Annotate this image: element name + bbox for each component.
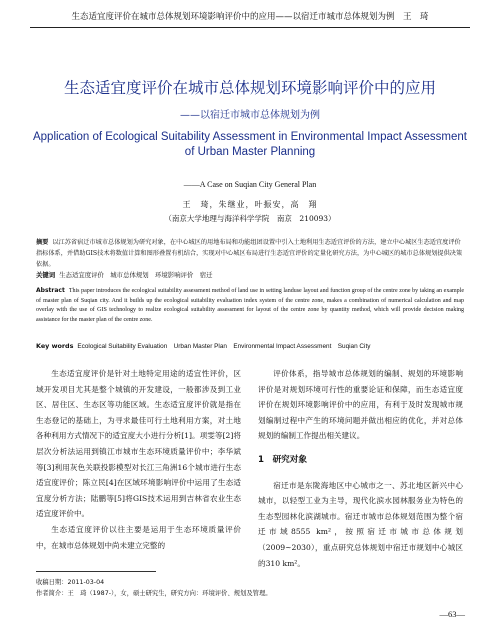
body-paragraph: 生态适宜度评价以往主要是运用于生态环境质量评价中，在城市总体规划中尚未建立完整的: [36, 524, 241, 550]
author-intro: 作者简介：王 琦（1987-），女，硕士研究生，研究方向：环境评价、规划及管理。: [36, 590, 272, 597]
abstract-chinese-text: 以江苏省宿迁市城市总体规划为研究对象，在中心城区的用地布局和功能组团设置中引入土地利用生态适宜评价的方法，建立中心城区生态适宜度评价指标体系，并借助GIS技术将数值计算和图形叠置有机结合，实现对中心城区布局进行生态适宜评价的定量化研究方法，为中心城区的城市总体规划提供决策依据。: [36, 239, 463, 268]
keywords-chinese-label: 关键词: [36, 271, 56, 279]
authors: 王 琦，朱继业，叶振安，高 翔: [182, 200, 318, 209]
abstract-english-label: Abstract: [36, 287, 65, 294]
page-number: —63—: [439, 609, 465, 619]
footnote: [36, 577, 466, 599]
footnote-divider: [36, 571, 156, 572]
subtitle-chinese: ——以宿迁市城市总体规划为例: [180, 110, 320, 121]
body-paragraph: 宿迁市是东陇海地区中心城市之一、苏北地区新兴中心城市，以轻型工业为主导，现代化滨水园林服务业为特色的生态型园林化滨湖城市。宿迁市城市总体规划范围为整个宿迁市域8555 km²，按照宿迁市城市总体规划（2009~2030），重点研究总体规划中宿迁市规划中心城区的310 km²。: [258, 480, 463, 568]
abstract-chinese: [36, 237, 464, 270]
keywords-english-label: Key words: [36, 342, 74, 350]
body-paragraph: 评价体系，指导城市总体规划的编制、规划的环境影响评价是对规划环境可行性的重要论证和保障，而生态适宜度评价在规划环境影响评价中的应用，有利于及时发现城市规划编制过程中产生的环境问题并做出相应的优化，并对总体规划的编制工作提出相关建议。: [258, 369, 463, 441]
body-left-column: [36, 366, 241, 553]
running-head: 生态适宜度评价在城市总体规划环境影响评价中的应用——以宿迁市城市总体规划为例 王 琦: [30, 6, 470, 28]
keywords-english: [36, 341, 464, 352]
affiliation: （南京大学地理与海洋科学学院 南京 210093）: [164, 214, 336, 223]
title-english: Application of Ecological Suitability Assessment in Environmental Impact Assessment of Urban Master Planning: [32, 131, 467, 158]
keywords-chinese: [36, 270, 464, 281]
body-paragraph: 生态适宜度评价是针对土地特定用途的适宜性评价，区域开发项目尤其是整个城镇的开发建设，一般都涉及到工业区、居住区、生态区等功能区域。生态适宜度评价就是指在生态登记的基础上，为寻求最佳可行土地利用方案，对土地各种利用方式情况下的适宜度大小进行分析[1]。项雯等[2]将层次分析法运用到镇江市城市生态环境质量评价中；李华斌等[3]利用灰色关联投影模型对长江三角洲16个城市进行生态适宜度评价；陈立民[4]在区域环境影响评价中运用了生态适宜度分析方法；陆鹏等[5]将GIS技术运用到吉林省农业生态适宜度评价中。: [36, 369, 241, 519]
abstract-chinese-label: 摘要: [36, 239, 49, 246]
received-date: 收稿日期：2011-03-04: [36, 579, 105, 586]
keywords-chinese-text: 生态适宜度评价 城市总体规划 环境影响评价 宿迁: [59, 271, 213, 279]
subtitle-english: ——A Case on Suqian City General Plan: [183, 180, 317, 189]
keywords-english-text: Ecological Suitability Evaluation Urban Master Plan Environmental Impact Assessment Suqian City: [77, 343, 371, 350]
title-chinese: 生态适宜度评价在城市总体规划环境影响评价中的应用: [63, 79, 436, 97]
abstract-english-text: This paper introduces the ecological suitability assessment method of land use in setting landuse layout and function group of the centre zone by taking an example of master plan of Suqian city. And it builds up the ecological suitability evaluation index system of the centre zone, makes a combination of numerical calculation and map overlay with the use of GIS technology to realize ecological suitability assessment for layout of the centre zone by quantity method, which will provide decision making assistance for the master plan of the centre zone.: [36, 288, 464, 323]
abstract-english: [36, 286, 464, 325]
section-heading: 1 研究对象: [258, 454, 307, 465]
body-right-column: [258, 366, 463, 571]
